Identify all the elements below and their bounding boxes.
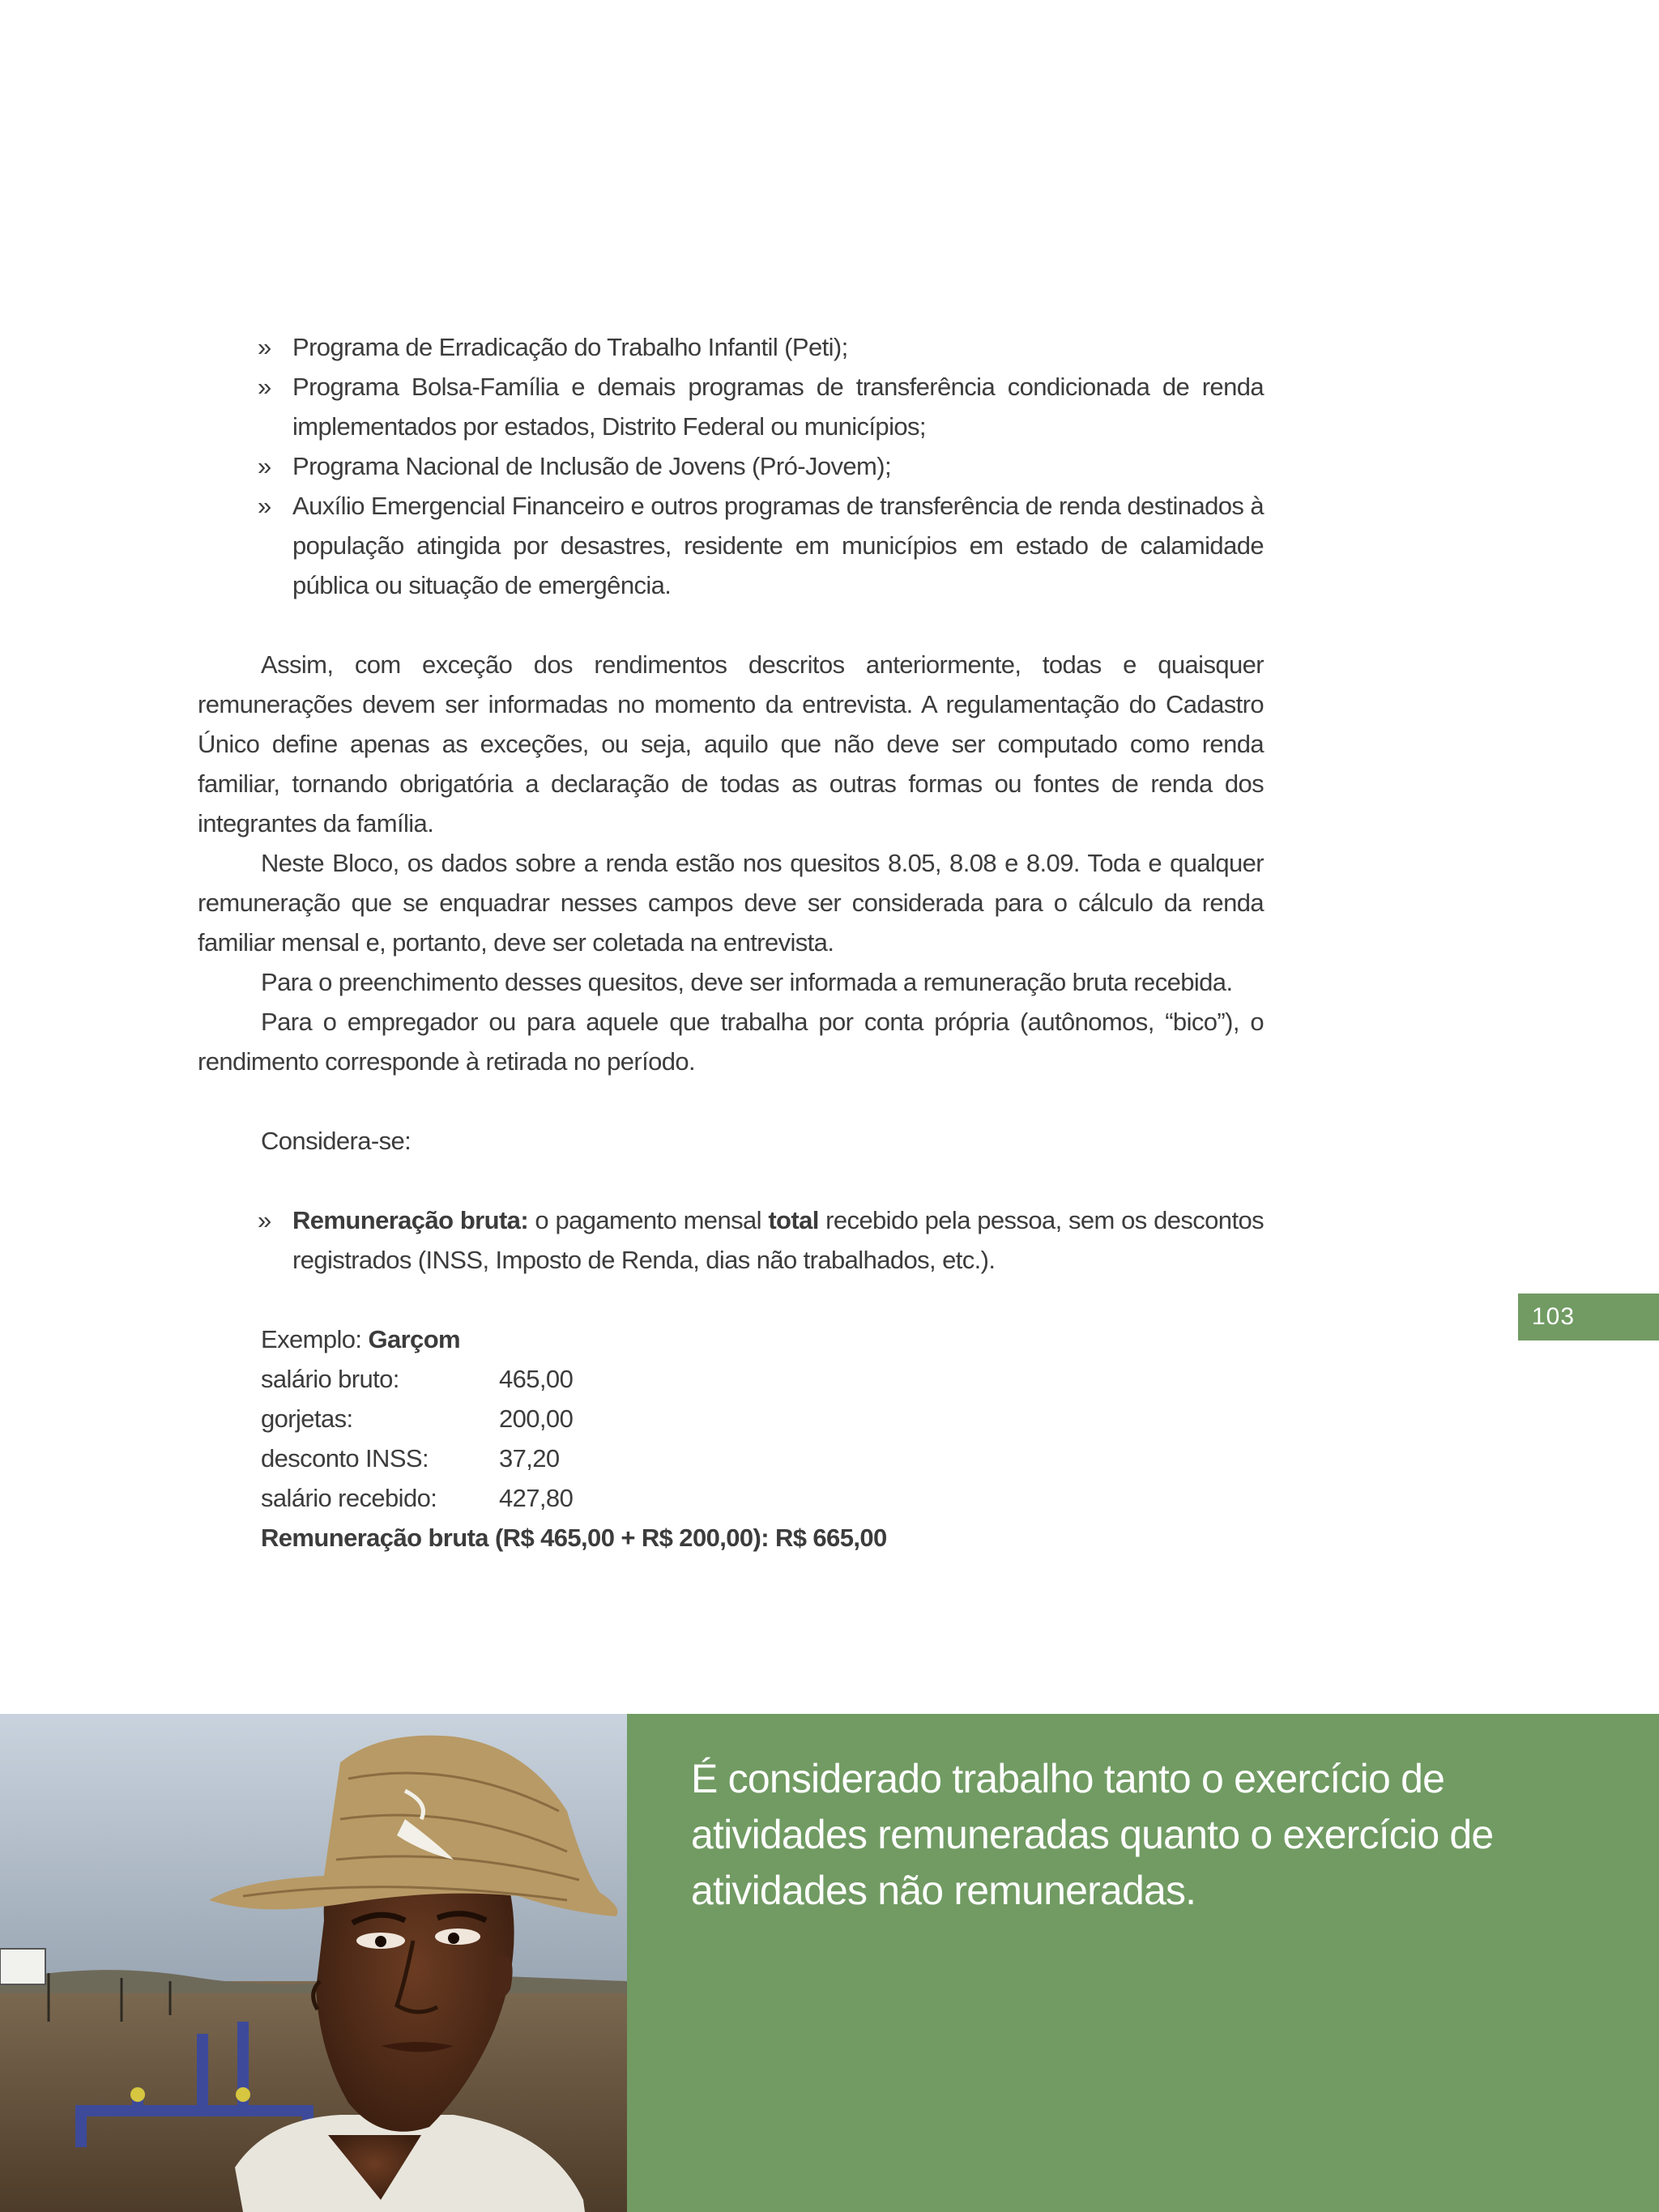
considera-label: Considera-se:	[261, 1127, 412, 1155]
quote-text: É considerado trabalho tanto o exercício de atividades remuneradas quanto o exercício de atividades não remuneradas.	[691, 1756, 1494, 1913]
definition-list	[198, 1200, 1264, 1280]
quote-panel	[627, 1714, 1659, 2212]
definition-item: » Remuneração bruta: o pagamento mensal total recebido pela pessoa, sem os descontos registrados (INSS, Imposto de Renda, dias não trabalhados, etc.).	[198, 1200, 1264, 1280]
list-item: » Auxílio Emergencial Financeiro e outros programas de transferência de renda destinados à população atingida por desastres, residente em municípios em estado de calamidade pública ou situação de emergência.	[198, 486, 1264, 605]
paragraph: Para o empregador ou para aquele que trabalha por conta própria (autônomos, “bico”), o rendimento corresponde à retirada no período.	[198, 1008, 1264, 1076]
list-item: » Programa Nacional de Inclusão de Jovens (Pró-Jovem);	[198, 446, 1264, 486]
bullet-mark: »	[258, 492, 271, 520]
farmer-photo	[0, 1714, 627, 2212]
program-list	[198, 327, 1264, 605]
definition-term: Remuneração bruta:	[292, 1206, 529, 1234]
example-row: gorjetas: 200,00	[261, 1404, 574, 1433]
list-item: » Programa Bolsa-Família e demais programas de transferência condicionada de renda implementados por estados, Distrito Federal ou municípios;	[198, 367, 1264, 446]
paragraph: Neste Bloco, os dados sobre a renda estão nos quesitos 8.05, 8.08 e 8.09. Toda e qualquer remuneração que se enquadrar nesses campos deve ser considerada para o cálculo da renda familiar mensal e, portanto, deve ser coletada na entrevista.	[198, 849, 1264, 957]
bullet-mark: »	[258, 452, 271, 480]
main-text	[198, 327, 1264, 1558]
bullet-mark: »	[258, 1206, 271, 1234]
definition-emphasis: total	[768, 1206, 819, 1234]
example-total: Remuneração bruta (R$ 465,00 + R$ 200,00): R$ 665,00	[261, 1524, 887, 1552]
list-item: » Programa de Erradicação do Trabalho Infantil (Peti);	[198, 327, 1264, 367]
paragraph: Assim, com exceção dos rendimentos descritos anteriormente, todas e quaisquer remunerações devem ser informadas no momento da entrevista. A regulamentação do Cadastro Único define apenas as exceções, ou seja, aquilo que não deve ser computado como renda familiar, tornando obrigatória a declaração de todas as outras formas ou fontes de renda dos integrantes da família.	[198, 650, 1264, 837]
example-heading: Exemplo: Garçom	[261, 1325, 460, 1353]
example-row: salário recebido: 427,80	[261, 1484, 574, 1512]
example-row: desconto INSS: 37,20	[261, 1444, 560, 1473]
paragraph: Para o preenchimento desses quesitos, deve ser informada a remuneração bruta recebida.	[261, 968, 1233, 996]
bullet-mark: »	[258, 373, 271, 401]
bullet-mark: »	[258, 333, 271, 361]
example-title: Garçom	[368, 1325, 460, 1353]
page-number: 103	[1518, 1294, 1659, 1340]
example-row: salário bruto: 465,00	[261, 1365, 574, 1393]
